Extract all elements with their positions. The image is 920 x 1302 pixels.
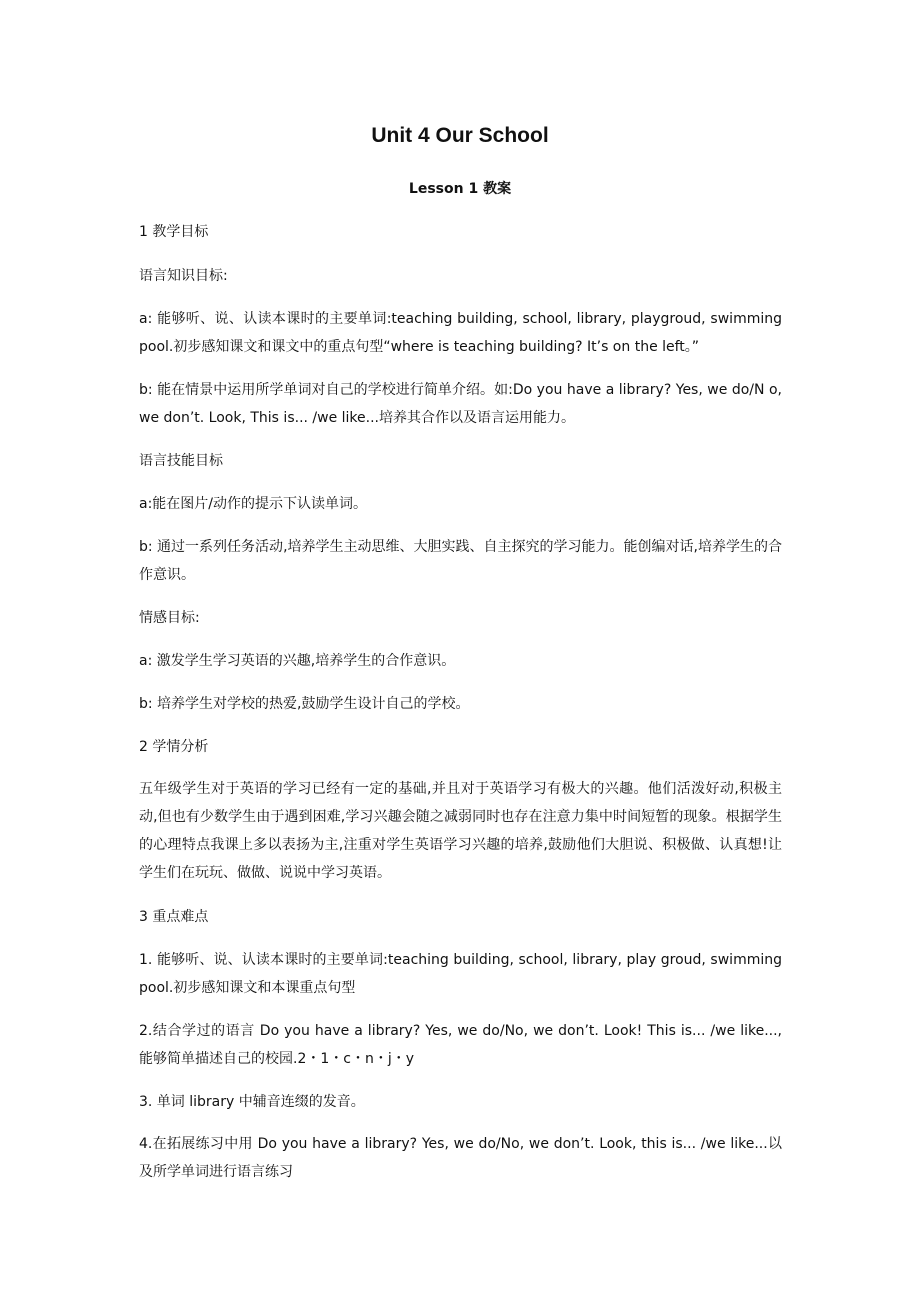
emotion-goal-a: a: 激发学生学习英语的兴趣,培养学生的合作意识。 bbox=[139, 653, 456, 669]
student-analysis-body: 五年级学生对于英语的学习已经有一定的基础,并且对于英语学习有极大的兴趣。他们活泼好动,积极主动,但也有少数学生由于遇到困难,学习兴趣会随之减弱同时也存在注意力集中时间短暂的现象。根据学生的心理特点我课上多以表扬为主,注重对学生英语学习兴趣的培养,鼓励他们大胆说、积极做、认真想!让学生们在玩玩、做做、说说中学习英语。 bbox=[139, 781, 782, 881]
skill-goals-heading: 语言技能目标 bbox=[139, 453, 223, 469]
knowledge-goal-a: a: 能够听、说、认读本课时的主要单词:teaching building, school, library, playgroud, swimming pool.初步感知课文和课文中的重点句型“where is teaching building? It’s on the left。” bbox=[139, 311, 782, 355]
document-title: Unit 4 Our School bbox=[371, 124, 549, 147]
skill-goal-b: b: 通过一系列任务活动,培养学生主动思维、大胆实践、自主探究的学习能力。能创编对话,培养学生的合作意识。 bbox=[139, 539, 782, 583]
lesson-subtitle: Lesson 1 教案 bbox=[408, 181, 512, 197]
skill-goal-a: a:能在图片/动作的提示下认读单词。 bbox=[139, 496, 368, 512]
section-2-heading: 2 学情分析 bbox=[139, 739, 209, 755]
key-point-1: 1. 能够听、说、认读本课时的主要单词:teaching building, school, library, play groud, swimming pool.初步感知课文和本课重点句型 bbox=[139, 952, 782, 996]
key-point-2: 2.结合学过的语言 Do you have a library? Yes, we do/No, we don’t. Look! This is... /we like..., 能够简单描述自己的校园.2・1・c・n・j・y bbox=[139, 1023, 782, 1067]
knowledge-goal-b: b: 能在情景中运用所学单词对自己的学校进行简单介绍。如:Do you have a library? Yes, we do/N o, we don’t. Look, This is... /we like...培养其合作以及语言运用能力。 bbox=[139, 382, 782, 426]
key-point-3: 3. 单词 library 中辅音连缀的发音。 bbox=[139, 1094, 365, 1110]
key-point-4: 4.在拓展练习中用 Do you have a library? Yes, we do/No, we don’t. Look, this is... /we like...以及所学单词进行语言练习 bbox=[139, 1136, 782, 1180]
section-3-heading: 3 重点难点 bbox=[139, 909, 209, 925]
emotion-goal-b: b: 培养学生对学校的热爱,鼓励学生设计自己的学校。 bbox=[139, 696, 470, 712]
emotion-goals-heading: 情感目标: bbox=[139, 610, 200, 626]
section-1-heading: 1 教学目标 bbox=[139, 224, 209, 240]
knowledge-goals-heading: 语言知识目标: bbox=[139, 268, 228, 284]
